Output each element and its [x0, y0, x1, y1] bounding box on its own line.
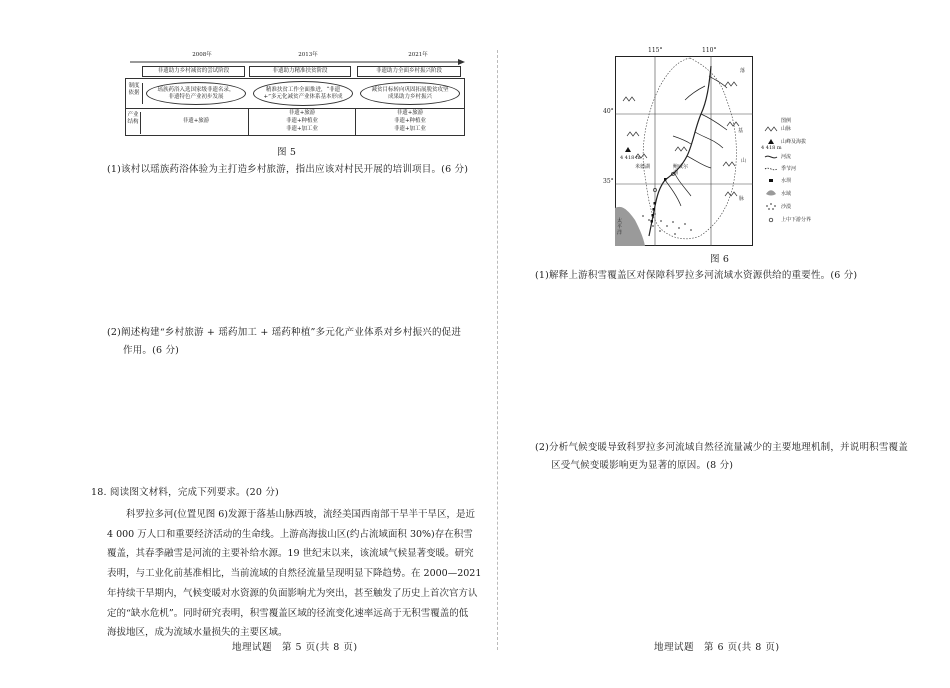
lon-label-115: 115° — [648, 47, 663, 54]
legend-water: 水域 — [781, 191, 792, 197]
peak-elevation-label: 4 418 m — [620, 155, 641, 161]
legend-boundary: 上中下游分界 — [781, 217, 812, 223]
stage-box-2: 非遗助力精准扶贫阶段 — [249, 66, 351, 77]
policy-oval-1: 瑶族药浴入选国家级非遗名录，非遗特色产业初步发展 — [146, 82, 246, 105]
policy-row-label: 制度依据 — [126, 83, 143, 104]
legend-peak: 山峰及海拔 — [781, 139, 807, 145]
left-question-2-line2: 作用。(6 分) — [123, 345, 180, 356]
pacific-ocean-label: 太平洋 — [617, 218, 623, 236]
right-question-2-line1: (2)分析气候变暖导致科罗拉多河流域自然径流量减少的主要地理机制，并说明积雪覆盖 — [535, 442, 908, 453]
legend-desert: 沙漠 — [781, 204, 792, 210]
legend-mountain: 山脉 — [781, 126, 792, 132]
figure-6 — [603, 48, 913, 248]
industry-cell-2a: 非遗+旅游 — [288, 110, 316, 116]
right-question-1: (1)解释上游积雪覆盖区对保障科罗拉多河流域水资源供给的重要性。(6 分) — [535, 270, 858, 281]
material-line-6: 定的“缺水危机”。同时研究表明，积雪覆盖区域的径流变化速率远高于无积雪覆盖的低 — [107, 607, 469, 619]
legend-peak-value: 4 418 m — [761, 145, 782, 151]
industry-cell-2c: 非遗+加工业 — [285, 126, 319, 132]
lake-mead-label: 米德湖 — [635, 164, 651, 170]
material-line-4: 表明，与工业化前基准相比，当前流域的自然径流量呈现明显下降趋势。在 2000—2021 — [107, 568, 482, 580]
stage-box-3: 非遗助力全面乡村振兴阶段 — [357, 66, 461, 77]
right-question-2-line2: 区受气候变暖影响更为显著的原因。(8 分) — [551, 460, 734, 471]
page-divider — [497, 50, 498, 650]
map-text-4: 脉 — [739, 196, 745, 202]
legend-seasonal-river: 季节河 — [781, 166, 797, 172]
industry-cell-1: 非遗+旅游 — [182, 118, 210, 124]
year-2013: 2013年 — [298, 52, 318, 58]
material-line-1: 科罗拉多河(位置见图 6)发源于落基山脉西坡，流经美国西南部干旱半干旱区，是近 — [126, 509, 475, 520]
map-text-3: 山 — [741, 158, 747, 164]
question-18-title: 18. 阅读图文材料，完成下列要求。(20 分) — [91, 487, 279, 498]
right-page-footer: 地理试题 第 6 页(共 8 页) — [654, 642, 780, 653]
left-question-1: (1)该村以瑶族药浴体验为主打造乡村旅游，指出应该对村民开展的培训项目。(6 分) — [107, 164, 469, 175]
industry-cell-3b: 非遗+种植业 — [393, 118, 427, 124]
material-line-5: 年持续干旱期内，气候变暖对水资源的负面影响尤为突出，甚至触发了历史上首次官方认 — [107, 587, 478, 599]
material-line-7: 海拔地区，成为流域水量损失的主要区域。 — [107, 627, 288, 639]
left-question-2-line1: (2)阐述构建“乡村旅游 + 瑶药加工 + 瑶药种植”多元化产业体系对乡村振兴的促进 — [107, 327, 462, 338]
year-2008: 2008年 — [192, 52, 212, 58]
legend-title: 图例 — [781, 118, 792, 124]
material-line-3: 覆盖，其春季融雪是河流的主要补给水源。19 世纪末以来，该流域气候显著变暖。研究 — [107, 548, 474, 560]
lake-powell-label: 鲍威尔湖 — [673, 164, 689, 176]
left-page-footer: 地理试题 第 5 页(共 8 页) — [232, 642, 358, 653]
figure-5-caption: 图 5 — [277, 147, 297, 158]
river-basin-map — [615, 56, 753, 246]
legend-river: 河流 — [781, 154, 792, 160]
year-2021: 2021年 — [408, 52, 428, 58]
lon-label-110: 110° — [702, 47, 717, 54]
policy-oval-3: 减贫目标转向巩固拓展脱贫攻坚成果助力乡村振兴 — [360, 82, 460, 105]
industry-row — [125, 108, 465, 136]
policy-oval-2: 精准扶贫工作全面推进，“非遗+”多元化减贫产业体系基本形成 — [253, 81, 353, 106]
map-text-2: 基 — [738, 128, 744, 134]
map-legend — [761, 118, 843, 223]
industry-cell-2b: 非遗+种植业 — [285, 118, 319, 124]
legend-dam: 水坝 — [781, 178, 792, 184]
stage-box-1: 非遗助力乡村减贫的尝试阶段 — [142, 66, 245, 77]
figure-5 — [125, 51, 465, 149]
lat-label-40: 40° — [603, 108, 614, 115]
legend-symbols — [763, 126, 779, 236]
figure-6-caption: 图 6 — [710, 254, 730, 265]
industry-cell-3a: 非遗+旅游 — [396, 110, 424, 116]
question-18-material — [107, 505, 487, 643]
industry-cell-3c: 非遗+加工业 — [393, 126, 427, 132]
map-text-1: 落 — [740, 68, 746, 74]
material-line-2: 4 000 万人口和重要经济活动的生命线。上游高海拔山区(约占流域面积 30%)存在积雪 — [107, 528, 473, 540]
lat-label-35: 35° — [603, 178, 614, 185]
industry-row-label: 产业结构 — [126, 112, 141, 134]
policy-row — [125, 78, 465, 109]
